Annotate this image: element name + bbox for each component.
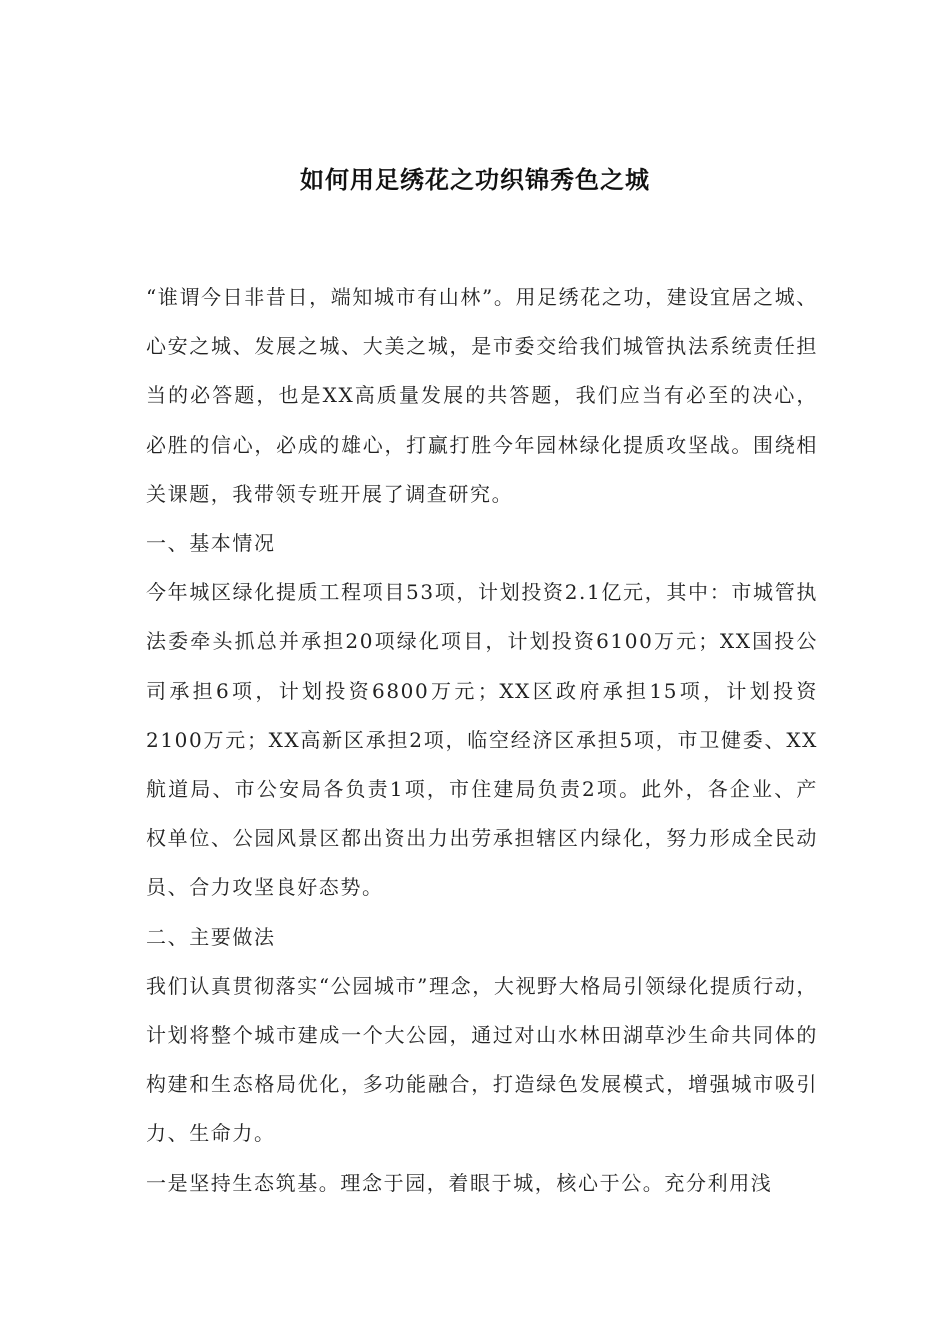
document-body — [146, 273, 818, 1208]
intro-paragraph: “谁谓今日非昔日，端知城市有山林”。用足绣花之功，建设宜居之城、心安之城、发展之城、大美之城，是市委交给我们城管执法系统责任担当的必答题，也是XX高质量发展的共答题，我们应当有必至的决心，必胜的信心，必成的雄心，打赢打胜今年园林绿化提质攻坚战。围绕相关课题，我带领专班开展了调查研究。 — [146, 285, 818, 506]
basic-situation-paragraph: 今年城区绿化提质工程项目53项，计划投资2.1亿元，其中：市城管执法委牵头抓总并承担20项绿化项目，计划投资6100万元；XX国投公司承担6项，计划投资6800万元；XX区政府承担15项，计划投资2100万元；XX高新区承担2项，临空经济区承担5项，市卫健委、XX航道局、市公安局各负责1项，市住建局负责2项。此外，各企业、产权单位、公园风景区都出资出力出劳承担辖区内绿化，努力形成全民动员、合力攻坚良好态势。 — [146, 580, 818, 900]
ecological-foundation-paragraph: 一是坚持生态筑基。理念于园，着眼于城，核心于公。充分利用浅 — [146, 1170, 773, 1195]
document-title: 如何用足绣花之功织锦秀色之城 — [300, 165, 650, 194]
section-heading-basic-situation: 一、基本情况 — [146, 531, 276, 556]
main-practices-paragraph: 我们认真贯彻落实“公园城市”理念，大视野大格局引领绿化提质行动，计划将整个城市建成一个大公园，通过对山水林田湖草沙生命共同体的构建和生态格局优化，多功能融合，打造绿色发展模式，增强城市吸引力、生命力。 — [146, 973, 818, 1146]
section-heading-main-practices: 二、主要做法 — [146, 924, 276, 949]
